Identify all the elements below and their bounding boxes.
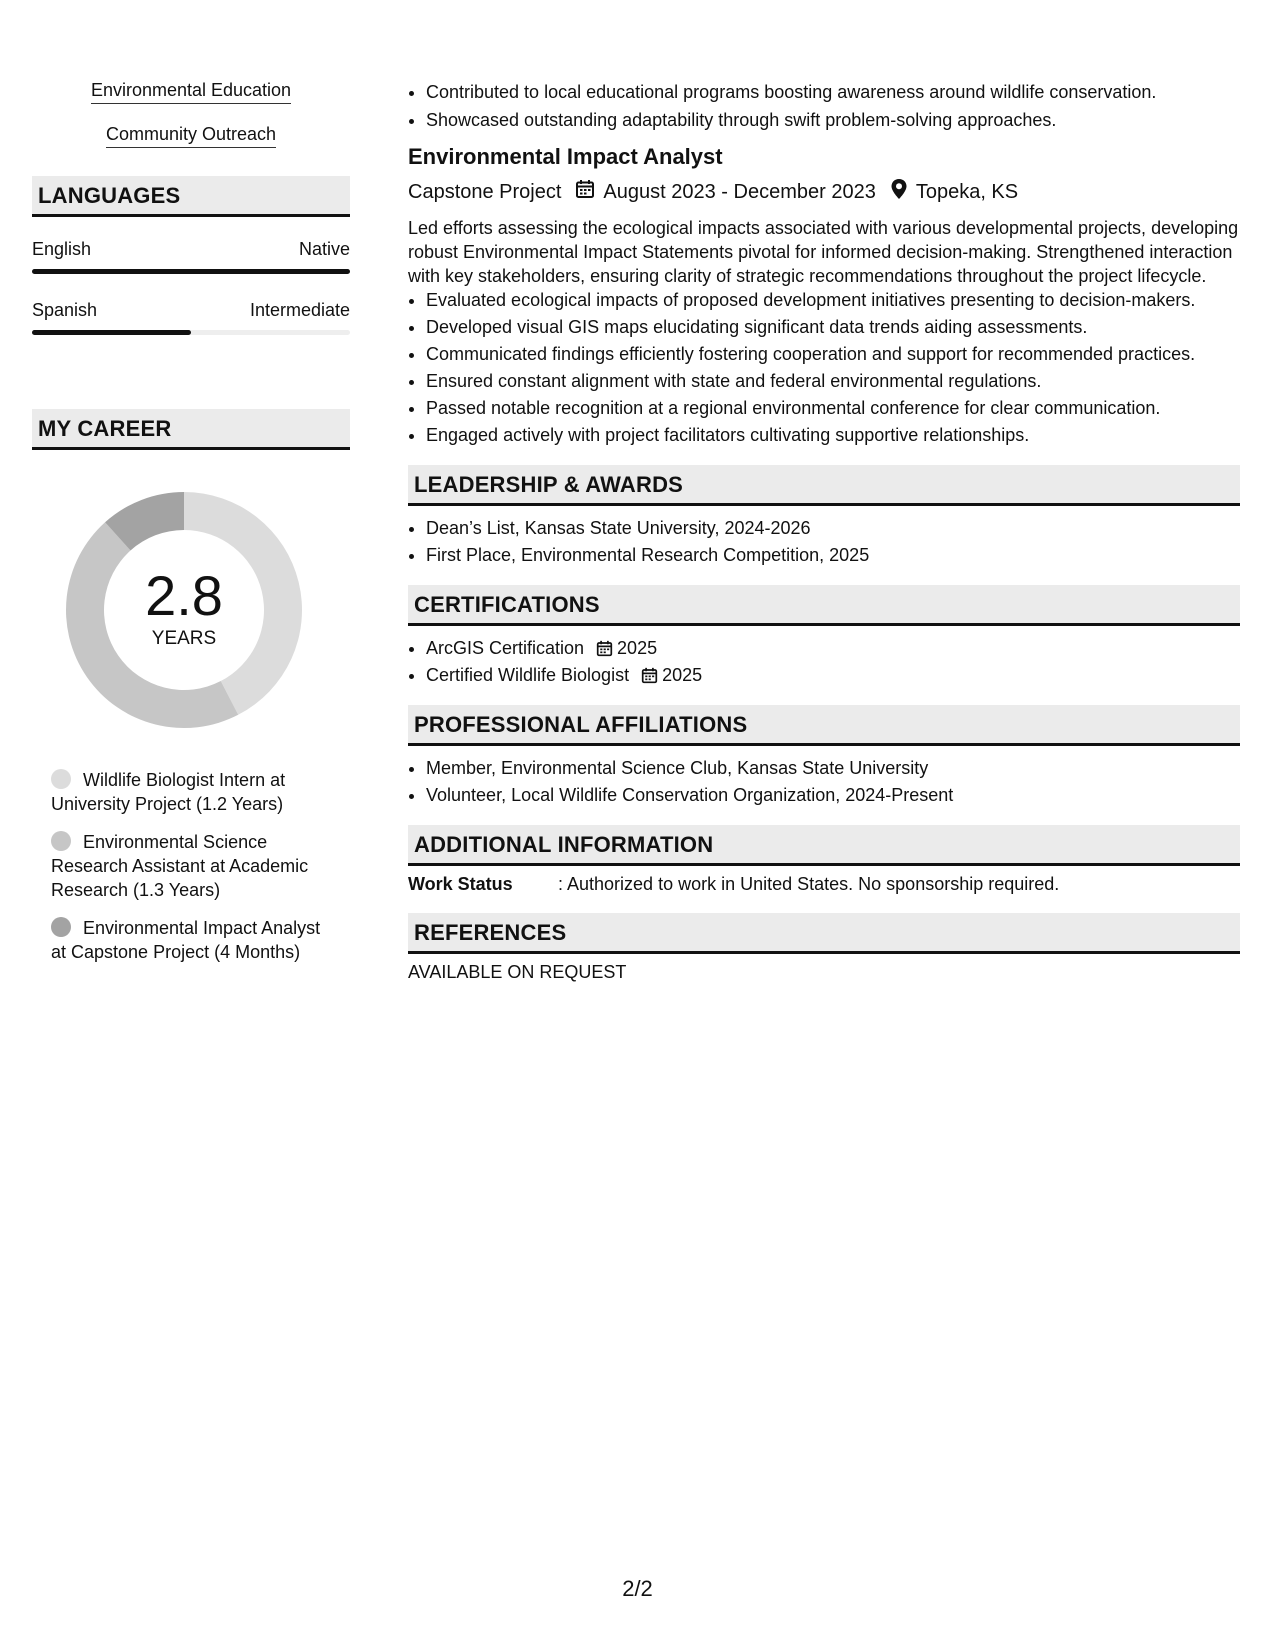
certification-year: 2025 (662, 665, 703, 685)
work-status-label: Work Status (408, 874, 513, 894)
work-status-row (408, 874, 1240, 895)
location-pin-icon (890, 178, 908, 206)
career-legend-item: Environmental Impact Analyst at Capstone Project (4 Months) (51, 918, 321, 962)
career-legend-item: Environmental Science Research Assistant at Academic Research (1.3 Years) (51, 832, 309, 900)
certification-item (426, 663, 1240, 687)
bullet-item: • Developed visual GIS maps elucidating significant data trends aiding assessments. (426, 315, 1240, 339)
career-total (64, 564, 304, 650)
calendar-icon (575, 179, 595, 205)
language-proficiency-bar (32, 330, 350, 335)
bullet-item: • First Place, Environmental Research Competition, 2025 (426, 543, 1240, 567)
work-status-value: : Authorized to work in United States. No sponsorship required. (558, 874, 1060, 894)
bullet-item: • Passed notable recognition at a regional environmental conference for clear communication. (426, 396, 1240, 420)
bullet-item: • Communicated findings efficiently fostering cooperation and support for recommended practices. (426, 342, 1240, 366)
affiliations-heading: PROFESSIONAL AFFILIATIONS (408, 705, 1240, 746)
language-row-spanish (32, 300, 350, 321)
skill-tag: Community Outreach (32, 124, 350, 148)
languages-heading: LANGUAGES (32, 176, 350, 217)
bullet-item: • Engaged actively with project facilitators cultivating supportive relationships. (426, 423, 1240, 447)
job-description: Led efforts assessing the ecological impacts associated with various developmental projects, developing robust Environmental Impact Statements pivotal for informed decision-making. Strengthened interaction with key stakeholders, ensuring clarity of strategic recommendations throughout the project lifecycle. (408, 218, 1239, 286)
certifications-list (408, 636, 1240, 687)
career-total-unit: YEARS (151, 628, 217, 649)
job-location: Topeka, KS (915, 180, 1019, 203)
language-row-english (32, 239, 350, 260)
legend-dot (51, 831, 71, 851)
calendar-icon (641, 667, 658, 684)
leadership-heading: LEADERSHIP & AWARDS (408, 465, 1240, 506)
career-donut-chart (64, 490, 304, 730)
calendar-icon (596, 640, 613, 657)
job-title: Environmental Impact Analyst (408, 144, 723, 169)
career-legend (51, 768, 331, 964)
main-content (408, 80, 1240, 983)
language-level: Intermediate (249, 300, 350, 320)
additional-info-heading: ADDITIONAL INFORMATION (408, 825, 1240, 866)
bullet-item: • Dean’s List, Kansas State University, 2024-2026 (426, 516, 1240, 540)
bullet-item: • Showcased outstanding adaptability through swift problem-solving approaches. (426, 108, 1240, 132)
job-dates: August 2023 - December 2023 (603, 180, 876, 203)
bullet-item: • Member, Environmental Science Club, Kansas State University (426, 756, 1240, 780)
certification-name: • Certified Wildlife Biologist (426, 665, 630, 685)
certification-item (426, 636, 1240, 660)
page-number: 2/2 (622, 1576, 653, 1601)
references-heading: REFERENCES (408, 913, 1240, 954)
bullet-item: • Contributed to local educational programs boosting awareness around wildlife conservation. (426, 80, 1240, 104)
language-proficiency-bar (32, 269, 350, 274)
career-total-value: 2.8 (145, 564, 223, 627)
job-meta (408, 178, 1240, 206)
language-level: Native (298, 239, 350, 259)
sidebar (32, 80, 350, 978)
certification-year: 2025 (617, 638, 658, 658)
bullet-item: • Volunteer, Local Wildlife Conservation Organization, 2024-Present (426, 783, 1240, 807)
previous-job-bullets (408, 80, 1240, 132)
bullet-item: • Ensured constant alignment with state and federal environmental regulations. (426, 369, 1240, 393)
career-legend-item: Wildlife Biologist Intern at University Project (1.2 Years) (51, 770, 286, 814)
skill-tag: Environmental Education (32, 80, 350, 104)
leadership-list (408, 516, 1240, 567)
language-name: English (32, 239, 92, 259)
career-heading: MY CAREER (32, 409, 350, 450)
job-bullets (408, 288, 1240, 447)
affiliations-list (408, 756, 1240, 807)
language-proficiency-fill (32, 330, 191, 335)
certification-name: • ArcGIS Certification (426, 638, 585, 658)
language-name: Spanish (32, 300, 98, 320)
references-text: AVAILABLE ON REQUEST (408, 962, 627, 982)
language-proficiency-fill (32, 269, 350, 274)
legend-dot (51, 769, 71, 789)
job-company: Capstone Project (408, 180, 562, 203)
legend-dot (51, 917, 71, 937)
certifications-heading: CERTIFICATIONS (408, 585, 1240, 626)
bullet-item: • Evaluated ecological impacts of proposed development initiatives presenting to decision-makers. (426, 288, 1240, 312)
